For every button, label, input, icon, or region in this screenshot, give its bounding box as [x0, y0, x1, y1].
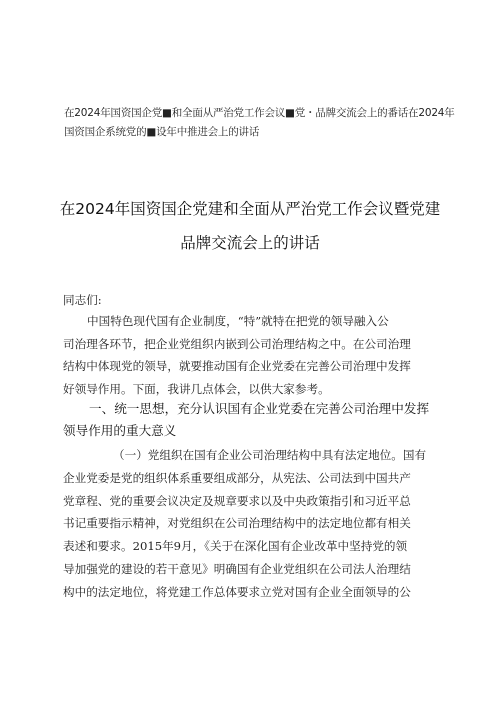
- paragraph-2-line-1: （一）党组织在国有企业公司治理结构中具有法定地位。国有: [113, 448, 427, 462]
- paragraph-1-line-2: 司治理各环节，把企业党组织内嵌到公司治理结构之中。在公司治理: [63, 336, 411, 351]
- paragraph-1-line-3: 结构中体现党的领导，就要推动国有企业党委在完善公司治理中发挥: [63, 359, 411, 374]
- paragraph-2-line-3: 党章程、党的重要会议决定及规章要求以及中央政策指引和习近平总: [63, 493, 411, 508]
- paragraph-1-line-1: 中国特色现代国有企业制度，“特”就特在把党的领导融入公: [87, 314, 389, 328]
- running-header-line-1: 在2024年国资国企党■和全面从严治党工作会议■党・品牌交流会上的番话在2024年: [64, 107, 455, 119]
- paragraph-2-line-6: 导加强党的建设的若干意见》明确国有企业党组织在公司法人治理结: [63, 561, 411, 576]
- document-title: [50, 192, 450, 260]
- paragraph-1: [63, 310, 441, 400]
- document-title-line-1: 在2024年国资国企党建和全面从严治党工作会议暨党建: [59, 200, 441, 218]
- section-heading-1: [63, 398, 441, 442]
- section-heading-1-line-2: 领导作用的重大意义: [63, 423, 177, 438]
- running-header-line-2: 国资国企系统党的■设年中推进会上的讲话: [64, 126, 260, 138]
- paragraph-2-line-5: 表述和要求。2015年9月，《关于在深化国有企业改革中坚持党的领: [63, 539, 408, 554]
- paragraph-2-line-7: 构中的法定地位，将党建工作总体要求立党对国有企业全面领导的公: [63, 584, 411, 599]
- document-title-line-2: 品牌交流会上的讲话: [180, 234, 320, 252]
- paragraph-2-line-2: 企业党委是党的组织体系重要组成部分，从宪法、公司法到中国共产: [63, 470, 411, 485]
- running-header: [64, 104, 455, 142]
- section-heading-1-line-1: 一、统一思想，充分认识国有企业党委在完善公司治理中发挥: [89, 401, 430, 416]
- paragraph-2-line-4: 书记重要指示精神，对党组织在公司治理结构中的法定地位都有相关: [63, 516, 411, 531]
- paragraph-1-line-4: 好领导作用。下面，我讲几点体会，以供大家参考。: [63, 381, 330, 396]
- paragraph-2: [63, 444, 441, 604]
- salutation: 同志们:: [63, 293, 102, 307]
